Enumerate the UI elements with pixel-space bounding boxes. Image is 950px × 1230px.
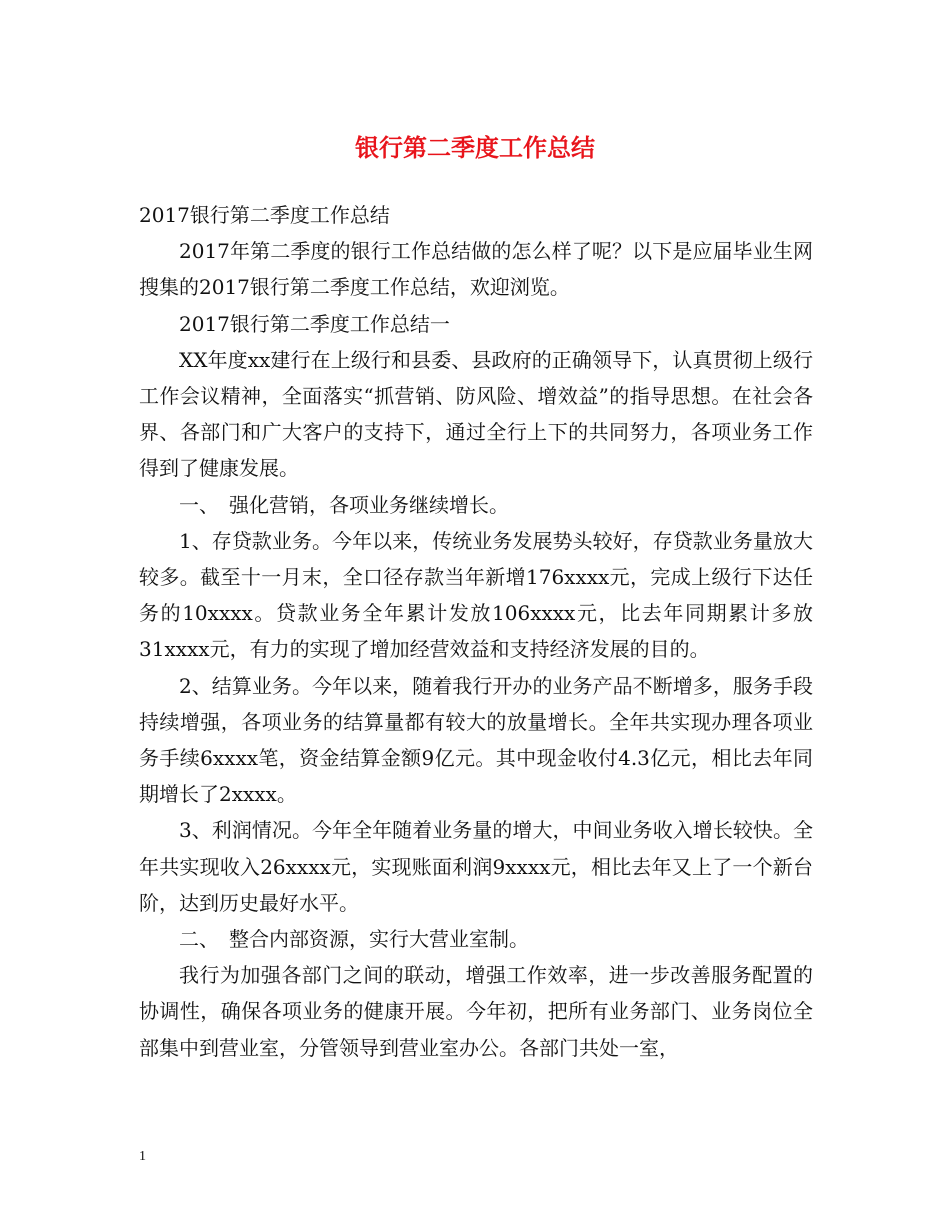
section-heading: 一、 强化营销，各项业务继续增长。: [179, 492, 509, 517]
paragraph: 3、利润情况。今年全年随着业务量的增大，中间业务收入增长较快。全年共实现收入26xxxx元，实现账面利润9xxxx元，相比去年又上了一个新台阶，达到历史最好水平。: [139, 818, 813, 915]
paragraph: 2、结算业务。今年以来，随着我行开办的业务产品不断增多，服务手段持续增强，各项业务的结算量都有较大的放量增长。全年共实现办理各项业务手续6xxxx笔，资金结算金额9亿元。其中现金收付4.3亿元，相比去年同期增长了2xxxx。: [139, 673, 813, 807]
paragraph: 2017年第二季度的银行工作总结做的怎么样了呢？以下是应届毕业生网搜集的2017银行第二季度工作总结，欢迎浏览。: [139, 239, 813, 300]
paragraph: 2017银行第二季度工作总结一: [179, 311, 450, 336]
paragraph: 2017银行第二季度工作总结: [139, 203, 390, 227]
paragraph: 1、存贷款业务。今年以来，传统业务发展势头较好，存贷款业务量放大较多。截至十一月末，全口径存款当年新增176xxxx元，完成上级行下达任务的10xxxx。贷款业务全年累计发放106xxxx元，比去年同期累计多放31xxxx元，有力的实现了增加经营效益和支持经济发展的目的。: [139, 528, 813, 662]
document-title: 银行第二季度工作总结: [355, 133, 595, 162]
page-number: 1: [139, 1149, 146, 1164]
document-body: [139, 197, 813, 1066]
paragraph: 我行为加强各部门之间的联动，增强工作效率，进一步改善服务配置的协调性，确保各项业务的健康开展。今年初，把所有业务部门、业务岗位全部集中到营业室，分管领导到营业室办公。各部门共处一室，: [139, 963, 813, 1060]
section-heading: 二、 整合内部资源，实行大营业室制。: [179, 927, 529, 952]
paragraph: XX年度xx建行在上级行和县委、县政府的正确领导下，认真贯彻上级行工作会议精神，全面落实“抓营销、防风险、增效益”的指导思想。在社会各界、各部门和广大客户的支持下，通过全行上下的共同努力，各项业务工作得到了健康发展。: [139, 347, 813, 481]
